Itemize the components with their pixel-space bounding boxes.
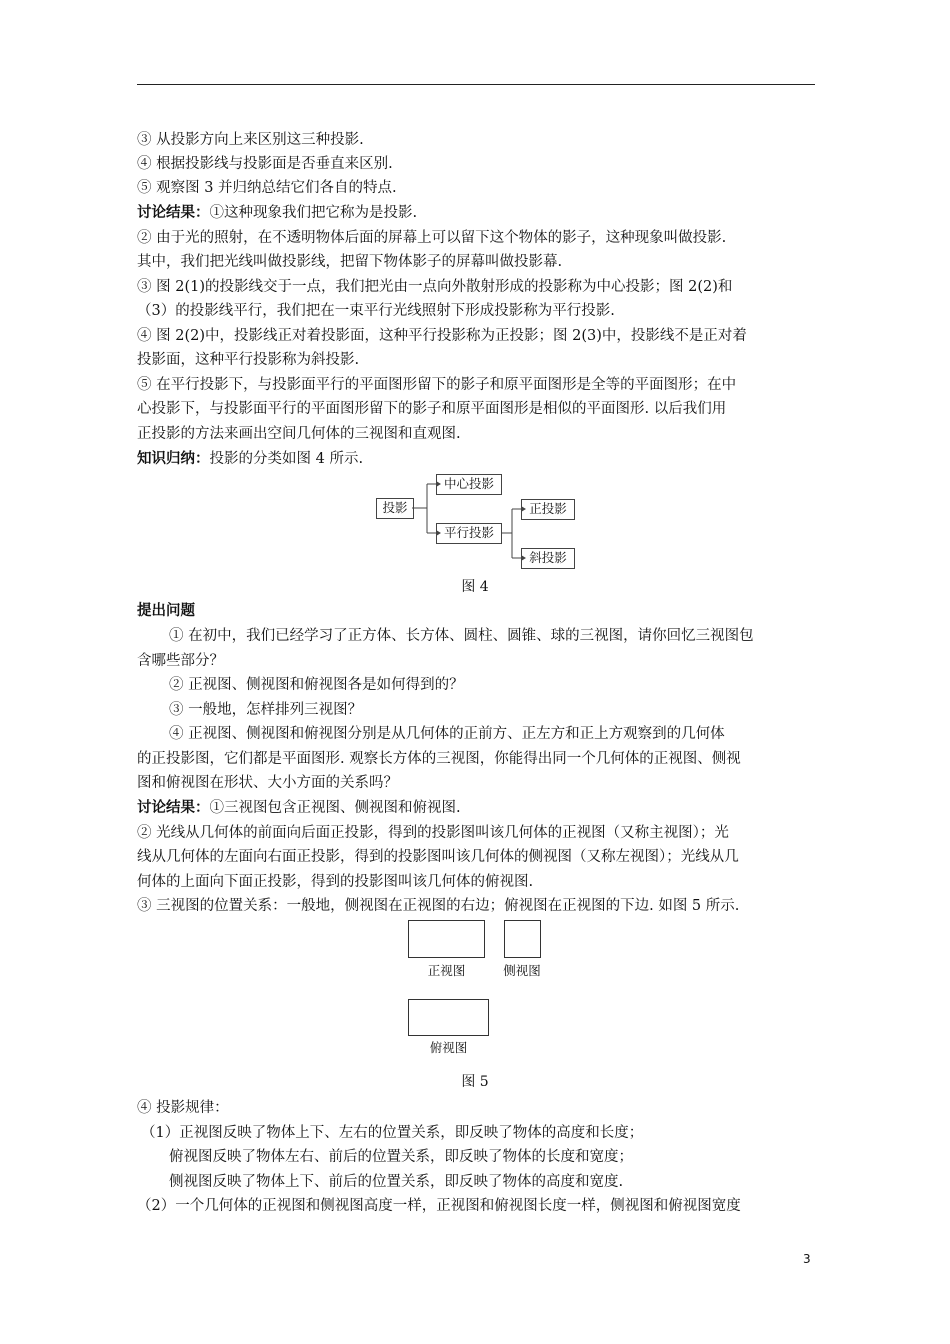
text-line: 俯视图反映了物体左右、前后的位置关系，即反映了物体的长度和宽度；	[169, 1149, 633, 1165]
oblique-projection-box: 斜投影	[521, 548, 575, 569]
discussion-line	[137, 798, 817, 818]
figure-4-caption: 图 4	[461, 579, 489, 595]
text-span: ①这种现象我们把它称为是投影.	[209, 205, 418, 221]
text-line: 的正投影图，它们都是平面图形. 观察长方体的三视图，你能得出同一个几何体的正视图、侧视	[137, 751, 741, 767]
text-span: 投影的分类如图 4 所示.	[209, 451, 364, 467]
text-line: 心投影下，与投影面平行的平面图形留下的影子和原平面图形是相似的平面图形. 以后我们用	[137, 401, 727, 417]
text-line: （1）正视图反映了物体上下、左右的位置关系，即反映了物体的高度和长度；	[141, 1125, 644, 1141]
text-line: 正投影的方法来画出空间几何体的三视图和直观图.	[137, 426, 461, 442]
text-line: 图和俯视图在形状、大小方面的关系吗？	[137, 775, 398, 791]
section-heading: 提出问题	[137, 602, 195, 619]
text-line: ⑤ 观察图 3 并归纳总结它们各自的特点.	[137, 180, 397, 196]
text-line: （3）的投影线平行，我们把在一束平行光线照射下形成投影称为平行投影.	[137, 303, 615, 319]
text-line: ③ 三视图的位置关系：一般地，侧视图在正视图的右边；俯视图在正视图的下边. 如图 5 所示.	[137, 898, 740, 914]
side-view-rect	[504, 920, 541, 958]
text-line: ② 由于光的照射，在不透明物体后面的屏幕上可以留下这个物体的影子，这种现象叫做投影.	[137, 230, 727, 246]
front-view-rect	[408, 920, 485, 958]
page-number: 3	[803, 1252, 811, 1266]
discussion-label: 讨论结果：	[137, 799, 210, 816]
center-projection-box: 中心投影	[436, 474, 502, 495]
text-line: ② 正视图、侧视图和俯视图各是如何得到的？	[169, 677, 464, 693]
orthographic-projection-box: 正投影	[521, 499, 575, 520]
text-line: ④ 图 2(2)中，投影线正对着投影面，这种平行投影称为正投影；图 2(3)中，投影线不是正对着	[137, 328, 747, 344]
text-line: 线从几何体的左面向右面正投影，得到的投影图叫该几何体的侧视图（又称左视图）；光线从几	[137, 849, 739, 865]
side-view-label: 侧视图	[503, 963, 541, 978]
text-line: ④ 投影规律：	[137, 1100, 229, 1116]
text-line: ② 光线从几何体的前面向后面正投影，得到的投影图叫该几何体的正视图（又称主视图）；光	[137, 825, 729, 841]
text-line: 其中，我们把光线叫做投影线，把留下物体影子的屏幕叫做投影幕.	[137, 254, 563, 270]
text-line: ④ 根据投影线与投影面是否垂直来区别.	[137, 156, 393, 172]
projection-box: 投影	[376, 498, 414, 519]
text-line: （2）一个几何体的正视图和侧视图高度一样，正视图和俯视图长度一样，侧视图和俯视图宽度	[137, 1198, 741, 1214]
figure-5-caption: 图 5	[461, 1074, 489, 1090]
text-line: ③ 图 2(1)的投影线交于一点，我们把光由一点向外散射形成的投影称为中心投影；图 2(2)和	[137, 279, 733, 295]
text-line: ① 在初中，我们已经学习了正方体、长方体、圆柱、圆锥、球的三视图，请你回忆三视图包	[169, 628, 754, 644]
text-line: ③ 从投影方向上来区别这三种投影.	[137, 132, 364, 148]
knowledge-label: 知识归纳：	[137, 450, 210, 467]
front-view-label: 正视图	[427, 963, 466, 978]
parallel-projection-box: 平行投影	[436, 523, 502, 544]
text-line: 何体的上面向下面正投影，得到的投影图叫该几何体的俯视图.	[137, 874, 534, 890]
text-span: ①三视图包含正视图、侧视图和俯视图.	[209, 800, 461, 816]
text-line: 投影面，这种平行投影称为斜投影.	[137, 352, 360, 368]
text-line: 侧视图反映了物体上下、前后的位置关系，即反映了物体的高度和宽度.	[169, 1174, 624, 1190]
top-view-label: 俯视图	[429, 1040, 468, 1055]
text-line: ⑤ 在平行投影下，与投影面平行的平面图形留下的影子和原平面图形是全等的平面图形；在中	[137, 377, 737, 393]
text-line: ④ 正视图、侧视图和俯视图分别是从几何体的正前方、正左方和正上方观察到的几何体	[169, 726, 725, 742]
text-line: 含哪些部分？	[137, 653, 224, 669]
discussion-label: 讨论结果：	[137, 204, 210, 221]
text-line: ③ 一般地，怎样排列三视图？	[169, 702, 363, 718]
top-view-rect	[408, 999, 489, 1036]
